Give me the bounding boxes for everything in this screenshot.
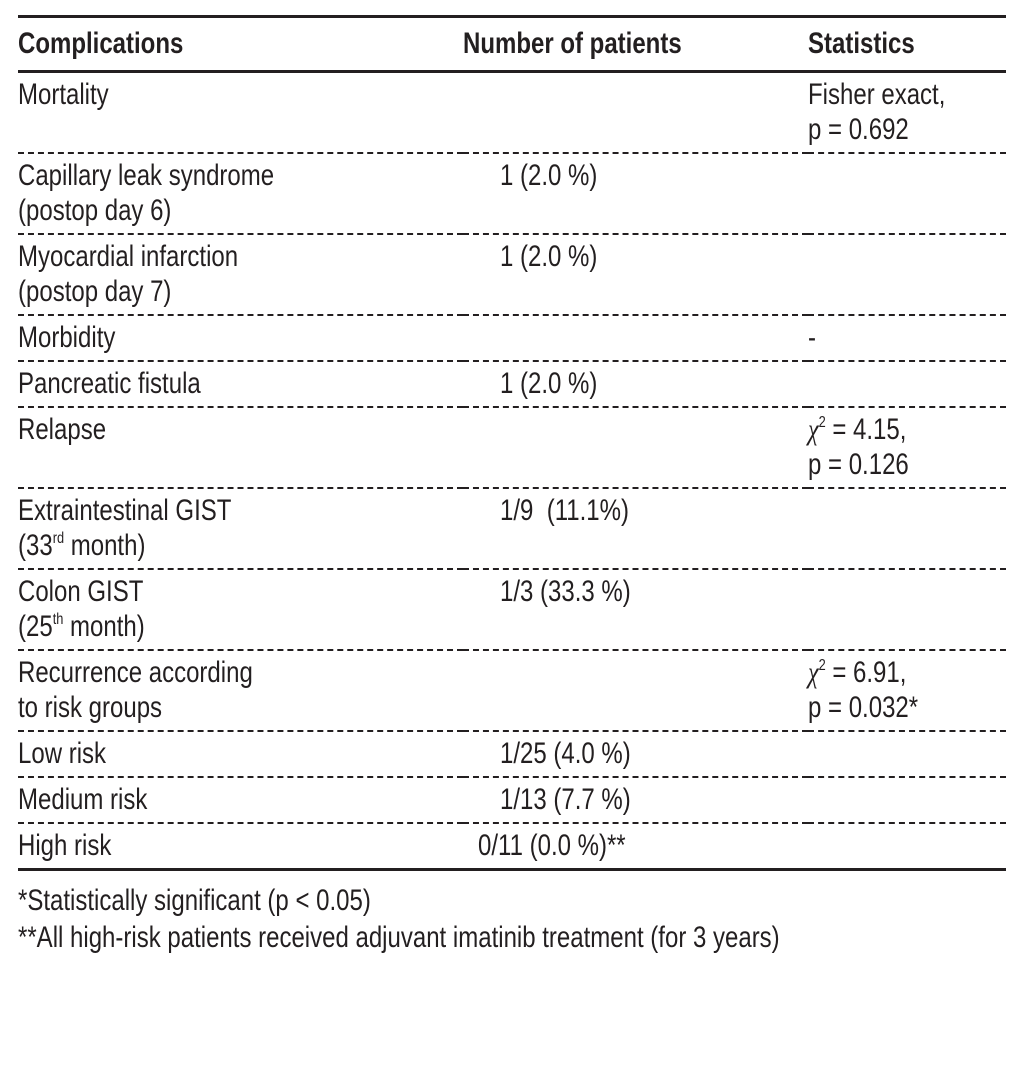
statistics-cell [808,361,1006,407]
footnote-significance: *Statistically significant (p < 0.05) [18,884,371,917]
table-row [18,650,1006,731]
complication-cell: Colon GIST (25th month) [18,575,145,643]
table-row [18,234,1006,315]
statistics-cell: $\chi^2 = 6.91$, p = 0.032* [808,656,919,724]
statistics-cell: $\chi^2 = 4.15$, p = 0.126 [808,413,909,481]
footnote-imatinib: **All high-risk patients received adjuvant imatinib treatment (for 3 years) [18,921,780,954]
patients-cell: 0/11 (0.0 %)** [478,829,626,862]
statistics-cell: Fisher exact, p = 0.692 [808,78,946,146]
footnotes [18,883,1006,955]
complication-cell: Low risk [18,737,107,770]
statistics-cell [808,153,1006,234]
patients-cell [463,407,808,488]
statistics-cell [808,234,1006,315]
chi-symbol: χ [808,656,819,689]
patients-cell [463,650,808,731]
statistics-cell: - [808,321,816,354]
patients-cell: 1 (2.0 %) [500,240,598,273]
table-row [18,777,1006,823]
header-statistics: Statistics [808,27,915,60]
patients-cell: 1 (2.0 %) [500,367,598,400]
statistics-cell [808,488,1006,569]
complications-table-container [18,15,1006,957]
header-row [18,17,1006,72]
table-row [18,315,1006,361]
header-complications: Complications [18,27,184,60]
complication-cell: Morbidity [18,321,116,354]
patients-cell [463,315,808,361]
table-row [18,823,1006,870]
statistics-cell [808,569,1006,650]
patients-cell: 1/25 (4.0 %) [500,737,631,770]
complication-cell: Capillary leak syndrome (postop day 6) [18,159,275,227]
complication-cell: Recurrence according to risk groups [18,656,253,724]
patients-cell [463,72,808,154]
complication-cell: Mortality [18,78,109,111]
table-row [18,407,1006,488]
statistics-cell [808,777,1006,823]
complication-cell: Medium risk [18,783,148,816]
table-row [18,488,1006,569]
table-row [18,361,1006,407]
chi-symbol: χ [808,413,819,446]
patients-cell: 1/13 (7.7 %) [500,783,631,816]
complications-table [18,15,1006,871]
statistics-cell [808,823,1006,870]
complication-cell: Extraintestinal GIST (33rd month) [18,494,232,562]
patients-cell: 1/3 (33.3 %) [500,575,631,608]
complication-cell: Pancreatic fistula [18,367,201,400]
table-row [18,731,1006,777]
complication-cell: High risk [18,829,112,862]
complication-cell: Myocardial infarction (postop day 7) [18,240,239,308]
patients-cell: 1/9 (11.1%) [500,494,629,527]
table-row [18,153,1006,234]
table-row [18,72,1006,154]
header-number-of-patients: Number of patients [463,27,682,60]
patients-cell: 1 (2.0 %) [500,159,598,192]
complication-cell: Relapse [18,413,107,446]
table-row [18,569,1006,650]
statistics-cell [808,731,1006,777]
